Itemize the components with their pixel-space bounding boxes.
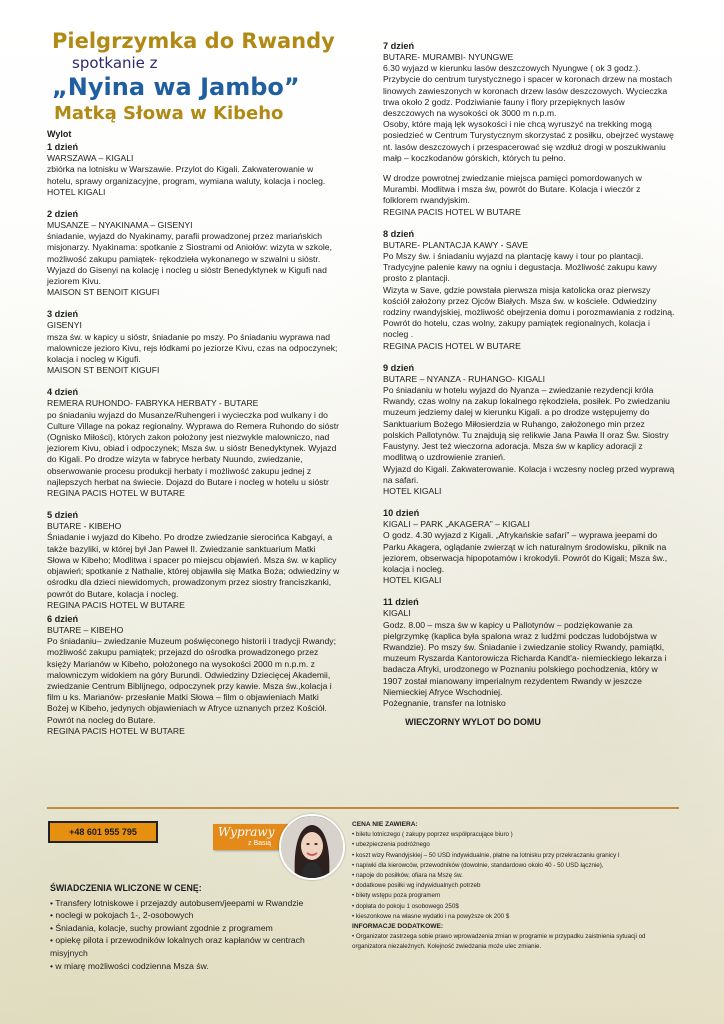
list-item: • ubezpieczenia podróżnego bbox=[352, 840, 672, 850]
day-description: Po śniadaniu– zwiedzanie Muzeum poświęconego historii i tradycji Rwandy; możliwość zakupu pamiątek; przejazd do ośrodka prowadzonego przez księży Marianów w Kibeho, położonego na wysokości 2000 m n.p.m. z malowniczym widokiem na góry Burundi. Odwiedziny Dziecięcej Akademii, zwiedzanie Centrum Biblijnego, odpoczynek przy kawie. Msza św.,kolacja i film u ks. Marianów- przesłanie Matki Słowa – film o objawieniach Matki Bożej w Kibeho, jedynych objawieniach w Afryce uznanych przez Kościół. Powrót na nocleg do Butare. bbox=[47, 636, 336, 725]
day-title: 4 dzień bbox=[47, 387, 79, 398]
list-item: • dopłata do pokoju 1 osobowego 250$ bbox=[352, 902, 672, 912]
title-line-2: spotkanie z bbox=[72, 54, 158, 72]
day-description: 6.30 wyjazd w kierunku lasów deszczowych Nyungwe ( ok 3 godz.). Przybycie do centrum turystycznego i spacer w koronach drzew na mostach linowych zawieszonych w koronach drzew lasów deszczowych. Wycieczka trwa około 2 godz. Podziwianie fauny i flory przepięknych lasów deszczowych na wysokości ok 3000 m n.p.m. bbox=[383, 63, 672, 119]
day-hotel: REGINA PACIS HOTEL W BUTARE bbox=[47, 599, 185, 610]
day-description: Śniadanie i wyjazd do Kibeho. Po drodze zwiedzanie sierocińca Kabgayi, a także bazyliki, w której był Jan Paweł II. Zwiedzanie sanktuarium Matki Słowa w Kibeho; Modlitwa i spacer po miejscu objawień. Msza św. w kaplicy objawień; spotkanie z Nathalie, której objawiła się Matka Boża; odwiedziny w ośrodku dla dzieci niewidomych, prowadzonym przez siostry franciszkanki, powrót do Butare, kolacja i nocleg. bbox=[47, 532, 340, 599]
day-title: 9 dzień bbox=[383, 362, 415, 373]
day-route: WARSZAWA – KIGALI bbox=[47, 153, 134, 164]
list-item: • biletu lotniczego ( zakupy poprzez współpracujące biuro ) bbox=[352, 830, 672, 840]
list-item: • dodatkowe posiłki wg indywidualnych potrzeb bbox=[352, 881, 672, 891]
list-item: • Śniadania, kolacje, suchy prowiant zgodnie z programem bbox=[50, 922, 340, 935]
day-route: BUTARE - KIBEHO bbox=[47, 521, 122, 532]
woman-portrait-icon bbox=[279, 814, 345, 880]
day-hotel: REGINA PACIS HOTEL W BUTARE bbox=[383, 206, 521, 217]
day-7 bbox=[383, 40, 675, 218]
day-description-3: W drodze powrotnej zwiedzanie miejsca pamięci pomordowanych w Murambi. Modlitwa i msza św, powrót do Butare. Kolacja i wieczór z folklorem rwandyjskim. bbox=[383, 173, 642, 206]
day-8 bbox=[383, 228, 675, 352]
day-hotel: MAISON ST BENOIT KIGUFI bbox=[47, 365, 160, 376]
day-route: MUSANZE – NYAKINAMA – GISENYI bbox=[47, 220, 193, 231]
itinerary-left-column bbox=[47, 129, 340, 747]
included-list bbox=[50, 897, 340, 973]
excluded-services bbox=[352, 820, 672, 953]
list-item: • napiwki dla kierowców, przewodników (dowolnie, standardowo około 40 - 50 USD łącznie), bbox=[352, 861, 672, 871]
day-route: BUTARE – KIBEHO bbox=[47, 624, 124, 635]
day-hotel: HOTEL KIGALI bbox=[383, 485, 442, 496]
list-item: • Organizator zastrzega sobie prawo wprowadzenia zmian w programie w przypadku zaistnienia sytuacji od organizatora niezależnych. Kolejność zwiedzania może ulec zmianie. bbox=[352, 932, 672, 952]
day-title: 11 dzień bbox=[383, 597, 419, 608]
title-line-4: Matką Słowa w Kibeho bbox=[54, 103, 284, 124]
excluded-list bbox=[352, 830, 672, 922]
title-block bbox=[52, 28, 342, 126]
day-route: KIGALI – PARK „AKAGERA” – KIGALI bbox=[383, 519, 530, 530]
day-route: GISENYI bbox=[47, 320, 82, 331]
day-title: 6 dzień bbox=[47, 613, 79, 624]
list-item: • bilety wstępu poza programem bbox=[352, 891, 672, 901]
day-9 bbox=[383, 362, 675, 497]
day-4 bbox=[47, 386, 340, 499]
day-description: Po śniadaniu w hotelu wyjazd do Nyanza – zwiedzanie rezydencji króla Rwandy, czas wolny na zakup lokalnego rękodzieła, posiłek. Po zwiedzaniu muzeum jedziemy dalej w kierunku Kigali. a po drodze wstępujemy do Sanktuarium Bożego Miłosierdzia w Ruhango, założonego min przez polskich Pallotynów. Tu znajdują się relikwie Jana Pawła II oraz Św. Siostry Faustyny. Jest też wieczorna adoracja. Msza św w kaplicy adoracji z modlitwą o uzdrowienie zranień. bbox=[383, 385, 670, 463]
itinerary-right-column bbox=[383, 40, 675, 728]
portrait-illustration bbox=[281, 816, 343, 878]
brand-badge-title: Wyprawy bbox=[218, 825, 275, 839]
day-hotel: REGINA PACIS HOTEL W BUTARE bbox=[383, 340, 521, 351]
day-description: zbiórka na lotnisku w Warszawie. Przylot do Kigali. Zakwaterowanie w hotelu, sprawy organizacyjne, program, wymiana waluty, kolacja i nocleg. bbox=[47, 164, 326, 186]
day-route: KIGALI bbox=[383, 608, 411, 619]
additional-info-list bbox=[352, 932, 672, 952]
title-line-3: „Nyina wa Jambo” bbox=[52, 73, 300, 101]
included-title: ŚWIADCZENIA WLICZONE W CENĘ: bbox=[50, 883, 202, 893]
section-divider bbox=[47, 807, 679, 809]
day-description: msza św. w kapicy u sióstr, śniadanie po mszy. Po śniadaniu wyprawa nad malownicze jezioro Kivu, rejs łódkami po jeziorze Kivu, czas na odpoczynek; kolacja i nocleg w Kigufi. bbox=[47, 331, 338, 365]
day-1 bbox=[47, 141, 340, 198]
day-description-2: Osoby, które mają lęk wysokości i nie chcą wyruszyć na trekking mogą posiedzieć w Centrum Turystycznym skorzystać z posiłku, obejrzeć wystawę nt. lasów deszczowych i przespacerować się wzdłuż drogi w poszukiwaniu małp – koczkodanów górskich, których tu pełno. bbox=[383, 119, 674, 163]
list-item: • napoje do posiłków, ofiara na Mszę św. bbox=[352, 871, 672, 881]
day-title: 10 dzień bbox=[383, 508, 420, 519]
day-hotel: REGINA PACIS HOTEL W BUTARE bbox=[47, 488, 185, 499]
day-6 bbox=[47, 613, 340, 737]
brand-badge-subtitle: z Basią bbox=[248, 840, 271, 847]
day-hotel: HOTEL KIGALI bbox=[383, 575, 442, 586]
day-title: 8 dzień bbox=[383, 228, 415, 239]
list-item: • w miarę możliwości codzienna Msza św. bbox=[50, 960, 340, 973]
day-title: 3 dzień bbox=[47, 309, 79, 320]
day-route: REMERA RUHONDO- FABRYKA HERBATY - BUTARE bbox=[47, 398, 259, 409]
day-description: Godz. 8.00 – msza św w kapicy u Pallotynów – podziękowanie za pielgrzymkę (kaplica była spalona wraz z ludźmi podczas ludobójstwa w Rwandzie). Po mszy św. Śniadanie i zwiedzanie stolicy Rwandy, pamiątki, muzeum Ryszarda Kantorowicza Richarda Kandt'a- niemieckiego lekarza i badacza Afryki, urodzonego w Poznaniu polskiego pochodzenia, który w 1907 został mianowany imperialnym rezydentem Rwandy w jeszcze Niemieckiej Afryce Wschodniej. bbox=[383, 619, 667, 697]
day-3 bbox=[47, 308, 340, 376]
day-description: po śniadaniu wyjazd do Musanze/Ruhengeri i wycieczka pod wulkany i do Culture Village na pokaz regionalny. Wyprawa do Remera Ruhondo do sióstr (Ognisko Miłości), których zakon położony jest niezwykle malowniczo, nad jeziorem Kivu, obiad i odpoczynek; Msza św. u sióstr Benedyktynek. Wyjazd do Kigali. Po drodze wizyta w fabryce herbaty Nuundo, zwiedzanie, obserwowanie procesu produkcji herbaty i możliwość zakupu jednej z najlepszych herbat na świecie. Dojazd do Butare i nocleg w hotelu u sióstr bbox=[47, 409, 339, 487]
day-title: 2 dzień bbox=[47, 209, 79, 220]
day-description: śniadanie, wyjazd do Nyakinamy, parafii prowadzonej przez mariańskich misjonarzy. Nyakinama: spotkanie z Siostrami od Aniołów: wizyta w szkole, możliwość zakupu pamiątek- rękodzieła wykonanego w szwalni u sióstr. Wyjazd do Gisenyi na kolację i nocleg u sióstr Benedyktynek w Kigufi nad jeziorem Kivu. bbox=[47, 231, 332, 287]
phone-number[interactable]: +48 601 955 795 bbox=[69, 827, 137, 837]
day-description-2: Wizyta w Save, gdzie powstała pierwsza misja katolicka oraz pierwszy kościół założony przez Ojców Białych. Msza św. w kościele. Odwiedziny rodziny rwandyjskiej, możliwość obejrzenia domu i porozmawiania z rodziną. Powrót do hotelu, czas wolny, zakupy pamiątek regionalnych, kolacja i nocleg . bbox=[383, 284, 675, 340]
excluded-title: CENA NIE ZAWIERA: bbox=[352, 821, 418, 828]
farewell-note: WIECZORNY WYLOT DO DOMU bbox=[405, 717, 541, 728]
list-item: • kieszonkowe na własne wydatki i na powyższe ok 200 $ bbox=[352, 912, 672, 922]
day-route: BUTARE – NYANZA - RUHANGO- KIGALI bbox=[383, 373, 546, 384]
day-description: O godz. 4.30 wyjazd z Kigali. „Afrykańskie safari” – wyprawa jeepami do Parku Akagera, oglądanie zwierząt w ich naturalnym środowisku, piknik na jeziorem, obserwacja hipopotamów i krokodyli. Powrót do Kigali; Msza św., kolacja i nocleg. bbox=[383, 530, 668, 574]
additional-info-title: INFORMACJE DODATKOWE: bbox=[352, 923, 444, 931]
list-item: • Transfery lotniskowe i przejazdy autobusem/jeepami w Rwandzie bbox=[50, 897, 340, 910]
day-hotel: HOTEL KIGALI bbox=[47, 186, 106, 197]
day-hotel: MAISON ST BENOIT KIGUFI bbox=[47, 287, 160, 298]
list-item: • koszt wizy Rwandyjskiej – 50 USD indywidualnie, płatne na lotnisku przy przekraczaniu granicy l bbox=[352, 851, 672, 861]
day-title: 7 dzień bbox=[383, 41, 415, 51]
day-description: Po Mszy św. i śniadaniu wyjazd na plantację kawy i tour po plantacji. Tradycyjne palenie kawy na ogniu i degustacja. Możliwość zakupu kawy prosto z plantacji. bbox=[383, 251, 657, 284]
list-item: • noclegi w pokojach 1-, 2-osobowych bbox=[50, 909, 340, 922]
day-route: BUTARE- PLANTACJA KAWY - SAVE bbox=[383, 239, 529, 250]
day-10 bbox=[383, 507, 675, 586]
day-description-2: Pożegnanie, transfer na lotnisko bbox=[383, 697, 506, 708]
phone-number-box[interactable] bbox=[48, 821, 158, 843]
day-route: BUTARE- MURAMBI- NYUNGWE bbox=[383, 52, 514, 62]
day-11 bbox=[383, 596, 675, 709]
departure-label: Wylot bbox=[47, 129, 72, 139]
day-hotel: REGINA PACIS HOTEL W BUTARE bbox=[47, 725, 185, 736]
included-services bbox=[50, 882, 340, 972]
list-item: • opiekę pilota i przewodników lokalnych oraz kapłanów w centrach misyjnych bbox=[50, 934, 340, 959]
title-line-1: Pielgrzymka do Rwandy bbox=[52, 29, 335, 53]
day-title: 5 dzień bbox=[47, 510, 79, 521]
day-title: 1 dzień bbox=[47, 142, 79, 153]
day-2 bbox=[47, 208, 340, 298]
day-5 bbox=[47, 509, 340, 611]
day-description-2: Wyjazd do Kigali. Zakwaterowanie. Kolacja i wczesny nocleg przed wyprawą na safari. bbox=[383, 463, 675, 485]
